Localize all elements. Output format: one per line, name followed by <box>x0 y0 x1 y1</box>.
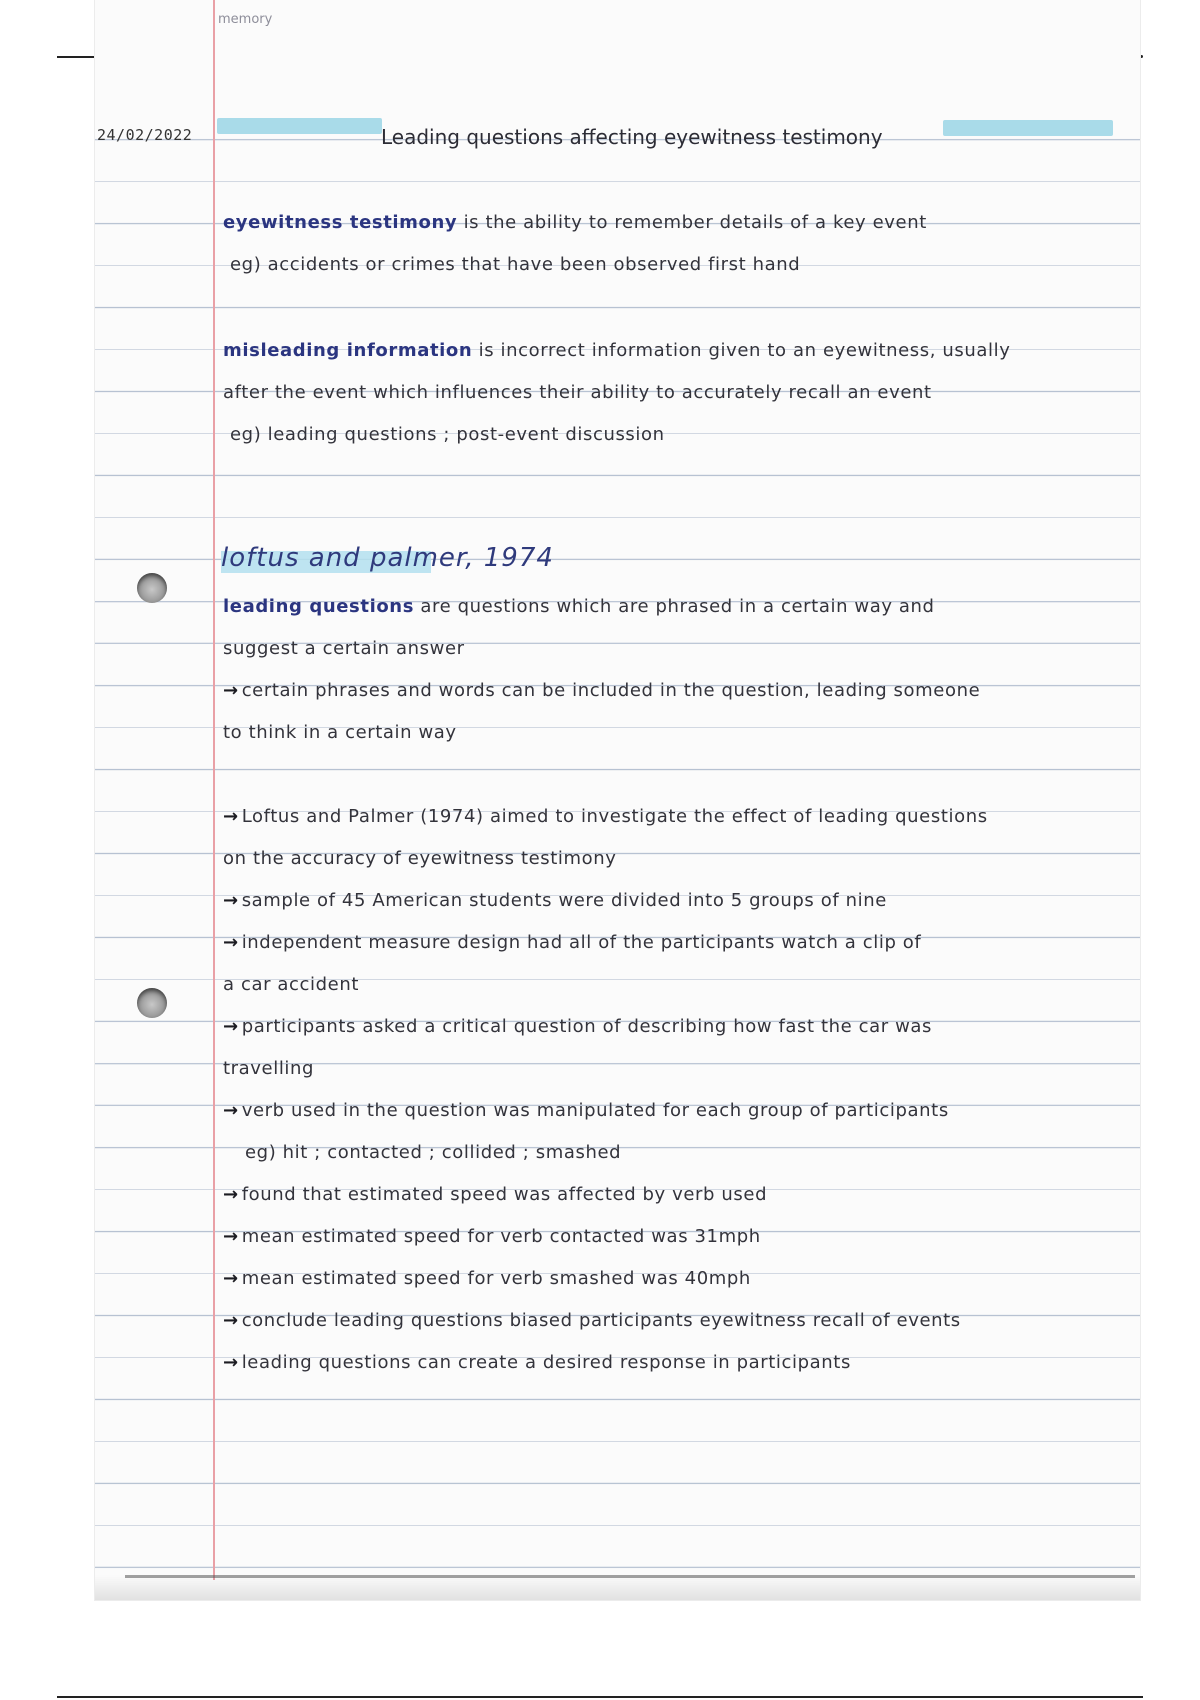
definition-eyewitness-line2: eg) accidents or crimes that have been observed first hand <box>230 254 801 275</box>
title-highlight-left <box>217 118 382 134</box>
arrow-icon: → <box>223 1100 239 1121</box>
bullet-item: → independent measure design had all of the participants watch a clip of <box>223 932 922 953</box>
bullet-continuation: travelling <box>223 1058 315 1079</box>
bullet-item: → sample of 45 American students were divided into 5 groups of nine <box>223 890 887 911</box>
term-eyewitness-testimony: eyewitness testimony <box>223 212 458 233</box>
arrow-icon: → <box>223 1352 239 1373</box>
arrow-icon: → <box>223 1184 239 1205</box>
top-dot <box>1140 55 1143 58</box>
bullet-item: → verb used in the question was manipulated for each group of participants <box>223 1100 949 1121</box>
bullet-item: → leading questions can create a desired response in participants <box>223 1352 851 1373</box>
title-highlight-right <box>943 120 1113 136</box>
bullet-item: → mean estimated speed for verb contacted was 31mph <box>223 1226 761 1247</box>
definition-misleading-line1: misleading information is incorrect information given to an eyewitness, usually <box>223 340 1011 361</box>
bullet-item: → certain phrases and words can be included in the question, leading someone <box>223 680 981 701</box>
bullet-item: → conclude leading questions biased participants eyewitness recall of events <box>223 1310 961 1331</box>
subject-label: memory <box>218 12 273 27</box>
study-heading: loftus and palmer, 1974 <box>221 543 554 573</box>
definition-misleading-line3: eg) leading questions ; post-event discussion <box>230 424 665 445</box>
punch-hole <box>137 573 167 603</box>
arrow-icon: → <box>223 932 239 953</box>
bottom-rule <box>57 1696 1143 1698</box>
bullet-item: → Loftus and Palmer (1974) aimed to investigate the effect of leading questions <box>223 806 988 827</box>
definition-eyewitness-line1: eyewitness testimony is the ability to remember details of a key event <box>223 212 927 233</box>
bullet-continuation: a car accident <box>223 974 359 995</box>
date: 24/02/2022 <box>97 126 193 144</box>
bullet-item: → participants asked a critical question of describing how fast the car was <box>223 1016 933 1037</box>
arrow-icon: → <box>223 1268 239 1289</box>
top-rule <box>57 56 97 58</box>
bullet-continuation: on the accuracy of eyewitness testimony <box>223 848 617 869</box>
page-title: Leading questions affecting eyewitness testimony <box>381 125 883 149</box>
bullet-continuation: to think in a certain way <box>223 722 457 743</box>
arrow-icon: → <box>223 1016 239 1037</box>
bullet-continuation: eg) hit ; contacted ; collided ; smashed <box>245 1142 622 1163</box>
bullet-item: → mean estimated speed for verb smashed was 40mph <box>223 1268 751 1289</box>
arrow-icon: → <box>223 806 239 827</box>
term-misleading-information: misleading information <box>223 340 473 361</box>
arrow-icon: → <box>223 890 239 911</box>
notebook-page <box>95 0 1140 1600</box>
definition-leading-line1: leading questions are questions which are phrased in a certain way and <box>223 596 935 617</box>
punch-hole <box>137 988 167 1018</box>
margin-line <box>213 0 215 1580</box>
arrow-icon: → <box>223 1226 239 1247</box>
term-leading-questions: leading questions <box>223 596 415 617</box>
arrow-icon: → <box>223 680 239 701</box>
definition-leading-line2: suggest a certain answer <box>223 638 465 659</box>
arrow-icon: → <box>223 1310 239 1331</box>
definition-misleading-line2: after the event which influences their ability to accurately recall an event <box>223 382 932 403</box>
bullet-item: → found that estimated speed was affected by verb used <box>223 1184 768 1205</box>
